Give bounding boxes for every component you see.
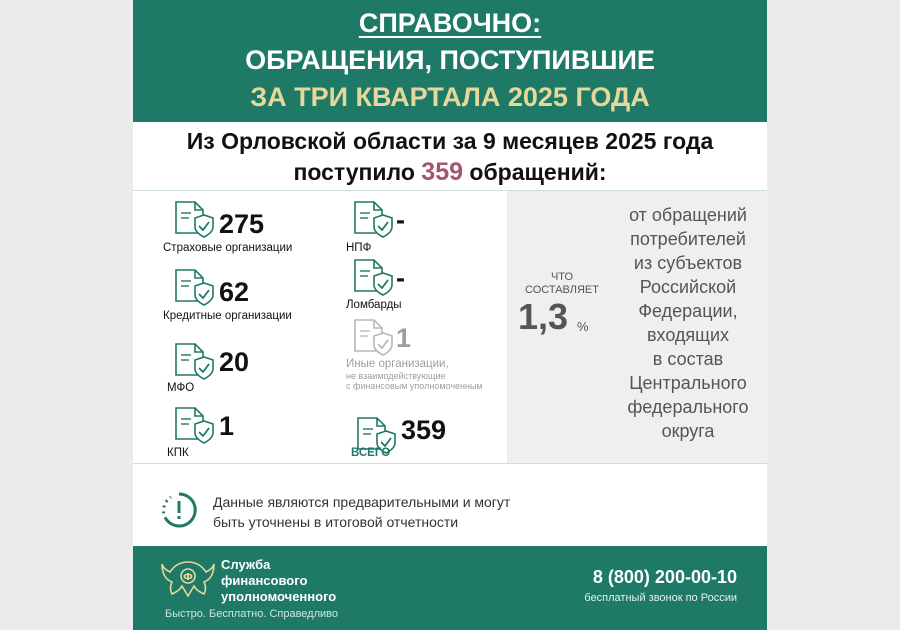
share-desc-line: Российской: [639, 277, 737, 297]
share-desc-line: федерального: [627, 397, 749, 417]
share-desc-line: Центрального: [629, 373, 747, 393]
subtitle-suffix: обращений:: [469, 159, 607, 185]
subtitle-line-1: Из Орловской области за 9 месяцев 2025 года: [186, 128, 714, 154]
category-sublabel: с финансовым уполномоченным: [346, 381, 483, 391]
header-line-2: ОБРАЩЕНИЯ, ПОСТУПИВШИЕ: [245, 45, 655, 75]
category-label: МФО: [167, 382, 195, 394]
share-caption-line: СОСТАВЛЯЕТ: [525, 284, 599, 296]
category-label: НПФ: [346, 242, 372, 254]
header-title: СПРАВОЧНО:: [358, 8, 542, 38]
infographic-card: [133, 0, 767, 630]
phone-caption: бесплатный звонок по России: [584, 592, 737, 604]
category-value: -: [396, 263, 405, 293]
category-value: 20: [219, 347, 250, 377]
subtitle-line-2: [133, 157, 767, 188]
document-check-icon: [173, 405, 215, 447]
document-check-icon: [173, 341, 215, 383]
category-value: 275: [219, 209, 265, 239]
share-desc-line: входящих: [646, 325, 730, 345]
header-banner: [133, 0, 767, 122]
divider: [133, 463, 767, 464]
hotline-phone[interactable]: 8 (800) 200-00-10: [592, 567, 737, 587]
category-value: 1: [219, 411, 235, 441]
slogan: Быстро. Бесплатно. Справедливо: [165, 608, 338, 620]
footer: [133, 546, 767, 630]
category-value: 62: [219, 277, 250, 307]
disclaimer-line: Данные являются предварительными и могут: [213, 494, 511, 510]
category-sublabel: не взаимодействующие: [346, 371, 446, 381]
category-value: 359: [401, 415, 447, 445]
exclamation-circle-icon: [160, 491, 198, 529]
document-check-icon: [173, 199, 215, 241]
share-desc-line: потребителей: [630, 229, 746, 249]
share-description: [608, 203, 768, 443]
svg-text:Ф: Ф: [183, 572, 193, 583]
category-label: Кредитные организации: [163, 310, 292, 322]
document-check-icon: [352, 257, 394, 299]
category-label: КПК: [167, 447, 189, 459]
share-desc-line: округа: [661, 421, 715, 441]
share-caption-line: ЧТО: [550, 271, 574, 283]
document-check-icon: [352, 317, 394, 359]
categories-grid: [133, 191, 507, 463]
category-label: Страховые организации: [163, 242, 293, 254]
disclaimer-line: быть уточнены в итоговой отчетности: [213, 514, 459, 530]
document-check-icon: [352, 199, 394, 241]
org-name-line: Служба: [221, 557, 271, 572]
org-name-line: финансового: [221, 573, 308, 588]
share-desc-line: в состав: [652, 349, 724, 369]
org-name: [221, 557, 361, 605]
share-caption: [517, 271, 607, 297]
share-desc-line: из субъектов: [633, 253, 743, 273]
subtitle: [133, 124, 767, 190]
document-check-icon: [173, 267, 215, 309]
category-value: 1: [396, 323, 412, 353]
subtitle-prefix: поступило: [293, 159, 415, 185]
eagle-emblem-icon: [160, 556, 216, 604]
share-desc-line: от обращений: [629, 205, 747, 225]
share-desc-line: Федерации,: [638, 301, 738, 321]
header-line-3: ЗА ТРИ КВАРТАЛА 2025 ГОДА: [250, 82, 650, 112]
category-value: -: [396, 205, 405, 235]
share-unit: %: [577, 319, 589, 334]
disclaimer-note: [213, 492, 633, 532]
category-label: Иные организации,: [346, 358, 449, 370]
total-count: 359: [421, 158, 464, 186]
org-name-line: уполномоченного: [221, 589, 337, 604]
share-value: 1,3: [518, 296, 569, 337]
category-label: ВСЕГО: [351, 447, 391, 459]
category-label: Ломбарды: [346, 299, 402, 311]
